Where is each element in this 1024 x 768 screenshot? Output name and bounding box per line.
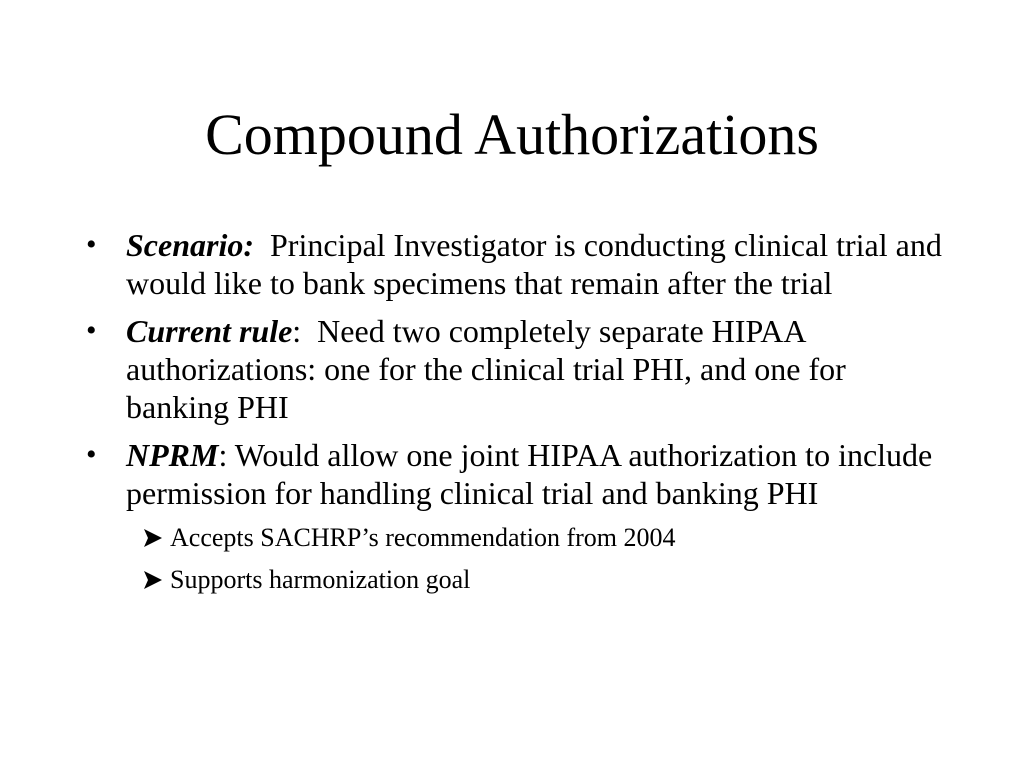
arrow-right-icon bbox=[142, 528, 164, 548]
bullet-text: Principal Investigator is conducting clinical trial and would like to bank specimens that remain after the trial bbox=[126, 227, 950, 301]
bullet-text: Need two completely separate HIPAA authorizations: one for the clinical trial PHI, and one for banking PHI bbox=[126, 313, 854, 425]
bullet-term: Scenario: bbox=[126, 227, 254, 263]
bullet-term: Current rule bbox=[126, 313, 293, 349]
sub-bullet-text: Supports harmonization goal bbox=[170, 565, 471, 594]
sub-bullet-sachrp bbox=[142, 522, 956, 554]
bullet-separator: : bbox=[218, 437, 228, 473]
bullet-list bbox=[86, 226, 956, 606]
bullet-separator: : bbox=[292, 313, 302, 349]
slide-title: Compound Authorizations bbox=[205, 102, 819, 167]
bullet-dot-icon: • bbox=[86, 314, 97, 347]
bullet-dot-icon: • bbox=[86, 438, 97, 471]
sub-bullet-text: Accepts SACHRP’s recommendation from 2004 bbox=[170, 523, 676, 552]
bullet-dot-icon: • bbox=[86, 228, 97, 261]
bullet-item-current-rule bbox=[86, 312, 956, 426]
sub-bullet-harmonization bbox=[142, 564, 956, 596]
arrow-right-icon bbox=[142, 570, 164, 590]
bullet-item-nprm bbox=[86, 436, 956, 512]
bullet-term: NPRM bbox=[126, 437, 219, 473]
bullet-item-scenario bbox=[86, 226, 956, 302]
bullet-text: Would allow one joint HIPAA authorization to include permission for handling clinical trial and banking PHI bbox=[126, 437, 941, 511]
